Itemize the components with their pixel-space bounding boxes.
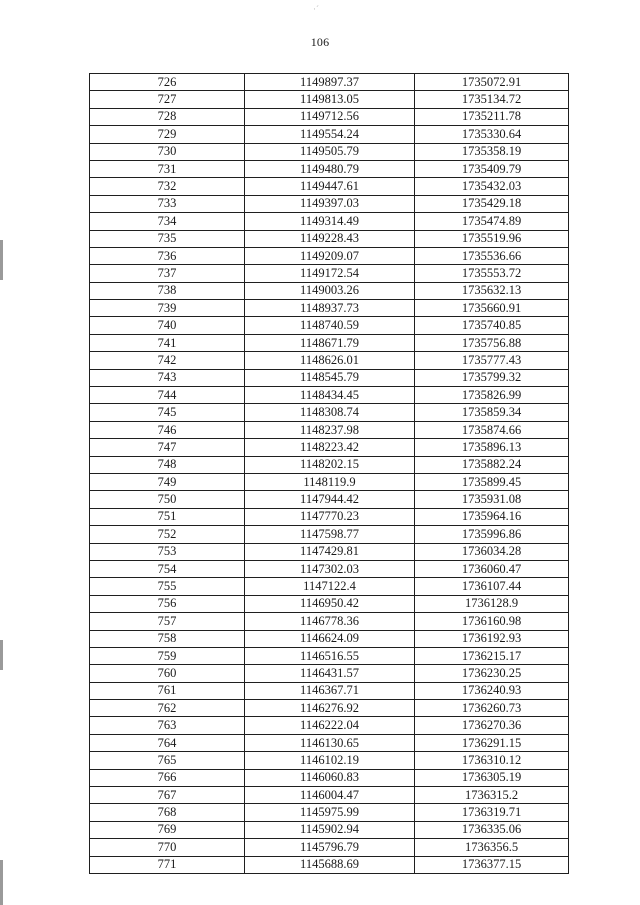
point-number-cell: 732 <box>90 178 245 195</box>
point-number-cell: 768 <box>90 804 245 821</box>
table-row <box>90 126 569 143</box>
x-coordinate-cell: 1145975.99 <box>245 804 415 821</box>
table-row <box>90 421 569 438</box>
point-number-cell: 729 <box>90 126 245 143</box>
table-row <box>90 682 569 699</box>
point-number-cell: 761 <box>90 682 245 699</box>
table-row <box>90 439 569 456</box>
point-number-cell: 747 <box>90 439 245 456</box>
x-coordinate-cell: 1146004.47 <box>245 787 415 804</box>
table-row <box>90 630 569 647</box>
point-number-cell: 731 <box>90 160 245 177</box>
x-coordinate-cell: 1146950.42 <box>245 595 415 612</box>
x-coordinate-cell: 1148237.98 <box>245 421 415 438</box>
table-row <box>90 508 569 525</box>
x-coordinate-cell: 1148119.9 <box>245 473 415 490</box>
x-coordinate-cell: 1149209.07 <box>245 247 415 264</box>
point-number-cell: 769 <box>90 821 245 838</box>
point-number-cell: 738 <box>90 282 245 299</box>
x-coordinate-cell: 1148671.79 <box>245 334 415 351</box>
point-number-cell: 762 <box>90 700 245 717</box>
y-coordinate-cell: 1736034.28 <box>415 543 569 560</box>
x-coordinate-cell: 1149003.26 <box>245 282 415 299</box>
y-coordinate-cell: 1736107.44 <box>415 578 569 595</box>
x-coordinate-cell: 1147770.23 <box>245 508 415 525</box>
point-number-cell: 735 <box>90 230 245 247</box>
table-row <box>90 160 569 177</box>
x-coordinate-cell: 1146130.65 <box>245 734 415 751</box>
table-row <box>90 787 569 804</box>
point-number-cell: 727 <box>90 91 245 108</box>
scan-artifact: ·ˊ <box>313 4 319 14</box>
table-row <box>90 578 569 595</box>
y-coordinate-cell: 1736160.98 <box>415 613 569 630</box>
table-row <box>90 369 569 386</box>
y-coordinate-cell: 1735632.13 <box>415 282 569 299</box>
point-number-cell: 760 <box>90 665 245 682</box>
x-coordinate-cell: 1149447.61 <box>245 178 415 195</box>
y-coordinate-cell: 1736377.15 <box>415 856 569 873</box>
y-coordinate-cell: 1735409.79 <box>415 160 569 177</box>
coordinate-table-body <box>90 74 569 874</box>
point-number-cell: 743 <box>90 369 245 386</box>
y-coordinate-cell: 1735874.66 <box>415 421 569 438</box>
x-coordinate-cell: 1146276.92 <box>245 700 415 717</box>
y-coordinate-cell: 1736310.12 <box>415 752 569 769</box>
y-coordinate-cell: 1736305.19 <box>415 769 569 786</box>
point-number-cell: 728 <box>90 108 245 125</box>
point-number-cell: 742 <box>90 352 245 369</box>
point-number-cell: 745 <box>90 404 245 421</box>
y-coordinate-cell: 1735536.66 <box>415 247 569 264</box>
x-coordinate-cell: 1146778.36 <box>245 613 415 630</box>
table-row <box>90 595 569 612</box>
page-number: 106 <box>310 35 330 49</box>
table-row <box>90 300 569 317</box>
y-coordinate-cell: 1736315.2 <box>415 787 569 804</box>
y-coordinate-cell: 1735882.24 <box>415 456 569 473</box>
table-row <box>90 334 569 351</box>
y-coordinate-cell: 1735330.64 <box>415 126 569 143</box>
x-coordinate-cell: 1145688.69 <box>245 856 415 873</box>
y-coordinate-cell: 1736335.06 <box>415 821 569 838</box>
y-coordinate-cell: 1735432.03 <box>415 178 569 195</box>
table-row <box>90 491 569 508</box>
point-number-cell: 770 <box>90 839 245 856</box>
scan-edge-mark <box>0 640 3 670</box>
x-coordinate-cell: 1149554.24 <box>245 126 415 143</box>
x-coordinate-cell: 1147302.03 <box>245 560 415 577</box>
y-coordinate-cell: 1735896.13 <box>415 439 569 456</box>
x-coordinate-cell: 1146060.83 <box>245 769 415 786</box>
point-number-cell: 741 <box>90 334 245 351</box>
point-number-cell: 771 <box>90 856 245 873</box>
x-coordinate-cell: 1149172.54 <box>245 265 415 282</box>
table-row <box>90 856 569 873</box>
y-coordinate-cell: 1736128.9 <box>415 595 569 612</box>
point-number-cell: 765 <box>90 752 245 769</box>
x-coordinate-cell: 1146624.09 <box>245 630 415 647</box>
y-coordinate-cell: 1736319.71 <box>415 804 569 821</box>
y-coordinate-cell: 1735553.72 <box>415 265 569 282</box>
y-coordinate-cell: 1735799.32 <box>415 369 569 386</box>
x-coordinate-cell: 1148626.01 <box>245 352 415 369</box>
table-row <box>90 108 569 125</box>
table-row <box>90 317 569 334</box>
table-row <box>90 734 569 751</box>
y-coordinate-cell: 1736291.15 <box>415 734 569 751</box>
point-number-cell: 733 <box>90 195 245 212</box>
table-row <box>90 213 569 230</box>
table-row <box>90 265 569 282</box>
y-coordinate-cell: 1735756.88 <box>415 334 569 351</box>
table-row <box>90 195 569 212</box>
point-number-cell: 726 <box>90 74 245 91</box>
table-row <box>90 839 569 856</box>
x-coordinate-cell: 1147598.77 <box>245 526 415 543</box>
table-row <box>90 387 569 404</box>
point-number-cell: 734 <box>90 213 245 230</box>
point-number-cell: 764 <box>90 734 245 751</box>
x-coordinate-cell: 1146431.57 <box>245 665 415 682</box>
point-number-cell: 767 <box>90 787 245 804</box>
y-coordinate-cell: 1736192.93 <box>415 630 569 647</box>
y-coordinate-cell: 1735358.19 <box>415 143 569 160</box>
x-coordinate-cell: 1145902.94 <box>245 821 415 838</box>
table-row <box>90 74 569 91</box>
x-coordinate-cell: 1148434.45 <box>245 387 415 404</box>
point-number-cell: 755 <box>90 578 245 595</box>
table-row <box>90 752 569 769</box>
y-coordinate-cell: 1735211.78 <box>415 108 569 125</box>
table-row <box>90 247 569 264</box>
x-coordinate-cell: 1146102.19 <box>245 752 415 769</box>
y-coordinate-cell: 1735826.99 <box>415 387 569 404</box>
y-coordinate-cell: 1735899.45 <box>415 473 569 490</box>
x-coordinate-cell: 1148740.59 <box>245 317 415 334</box>
x-coordinate-cell: 1147122.4 <box>245 578 415 595</box>
y-coordinate-cell: 1735474.89 <box>415 213 569 230</box>
x-coordinate-cell: 1145796.79 <box>245 839 415 856</box>
point-number-cell: 752 <box>90 526 245 543</box>
point-number-cell: 763 <box>90 717 245 734</box>
y-coordinate-cell: 1736230.25 <box>415 665 569 682</box>
x-coordinate-cell: 1148308.74 <box>245 404 415 421</box>
x-coordinate-cell: 1149712.56 <box>245 108 415 125</box>
y-coordinate-cell: 1735660.91 <box>415 300 569 317</box>
y-coordinate-cell: 1736260.73 <box>415 700 569 717</box>
table-row <box>90 543 569 560</box>
table-row <box>90 143 569 160</box>
table-row <box>90 282 569 299</box>
x-coordinate-cell: 1149897.37 <box>245 74 415 91</box>
x-coordinate-cell: 1146222.04 <box>245 717 415 734</box>
y-coordinate-cell: 1736356.5 <box>415 839 569 856</box>
point-number-cell: 740 <box>90 317 245 334</box>
point-number-cell: 751 <box>90 508 245 525</box>
x-coordinate-cell: 1146516.55 <box>245 647 415 664</box>
point-number-cell: 766 <box>90 769 245 786</box>
table-row <box>90 456 569 473</box>
x-coordinate-cell: 1148202.15 <box>245 456 415 473</box>
y-coordinate-cell: 1735740.85 <box>415 317 569 334</box>
point-number-cell: 737 <box>90 265 245 282</box>
y-coordinate-cell: 1735777.43 <box>415 352 569 369</box>
y-coordinate-cell: 1736270.36 <box>415 717 569 734</box>
point-number-cell: 757 <box>90 613 245 630</box>
y-coordinate-cell: 1736060.47 <box>415 560 569 577</box>
point-number-cell: 748 <box>90 456 245 473</box>
y-coordinate-cell: 1736215.17 <box>415 647 569 664</box>
table-row <box>90 91 569 108</box>
coordinate-table <box>89 73 569 874</box>
table-row <box>90 613 569 630</box>
table-row <box>90 665 569 682</box>
point-number-cell: 730 <box>90 143 245 160</box>
y-coordinate-cell: 1735519.96 <box>415 230 569 247</box>
table-row <box>90 526 569 543</box>
x-coordinate-cell: 1147429.81 <box>245 543 415 560</box>
table-row <box>90 473 569 490</box>
point-number-cell: 753 <box>90 543 245 560</box>
table-row <box>90 178 569 195</box>
x-coordinate-cell: 1149480.79 <box>245 160 415 177</box>
table-row <box>90 804 569 821</box>
point-number-cell: 739 <box>90 300 245 317</box>
x-coordinate-cell: 1146367.71 <box>245 682 415 699</box>
y-coordinate-cell: 1735996.86 <box>415 526 569 543</box>
table-row <box>90 700 569 717</box>
x-coordinate-cell: 1149813.05 <box>245 91 415 108</box>
point-number-cell: 756 <box>90 595 245 612</box>
table-row <box>90 230 569 247</box>
point-number-cell: 750 <box>90 491 245 508</box>
x-coordinate-cell: 1149314.49 <box>245 213 415 230</box>
x-coordinate-cell: 1148937.73 <box>245 300 415 317</box>
table-row <box>90 647 569 664</box>
y-coordinate-cell: 1735429.18 <box>415 195 569 212</box>
point-number-cell: 746 <box>90 421 245 438</box>
point-number-cell: 736 <box>90 247 245 264</box>
x-coordinate-cell: 1148545.79 <box>245 369 415 386</box>
point-number-cell: 754 <box>90 560 245 577</box>
table-row <box>90 717 569 734</box>
scan-edge-mark <box>0 240 3 280</box>
y-coordinate-cell: 1735072.91 <box>415 74 569 91</box>
y-coordinate-cell: 1735134.72 <box>415 91 569 108</box>
x-coordinate-cell: 1149505.79 <box>245 143 415 160</box>
point-number-cell: 758 <box>90 630 245 647</box>
y-coordinate-cell: 1735964.16 <box>415 508 569 525</box>
table-row <box>90 560 569 577</box>
x-coordinate-cell: 1149228.43 <box>245 230 415 247</box>
x-coordinate-cell: 1147944.42 <box>245 491 415 508</box>
point-number-cell: 744 <box>90 387 245 404</box>
x-coordinate-cell: 1149397.03 <box>245 195 415 212</box>
x-coordinate-cell: 1148223.42 <box>245 439 415 456</box>
table-row <box>90 352 569 369</box>
table-row <box>90 821 569 838</box>
point-number-cell: 749 <box>90 473 245 490</box>
scan-edge-mark <box>0 860 3 905</box>
point-number-cell: 759 <box>90 647 245 664</box>
y-coordinate-cell: 1735859.34 <box>415 404 569 421</box>
y-coordinate-cell: 1735931.08 <box>415 491 569 508</box>
table-row <box>90 769 569 786</box>
table-row <box>90 404 569 421</box>
y-coordinate-cell: 1736240.93 <box>415 682 569 699</box>
